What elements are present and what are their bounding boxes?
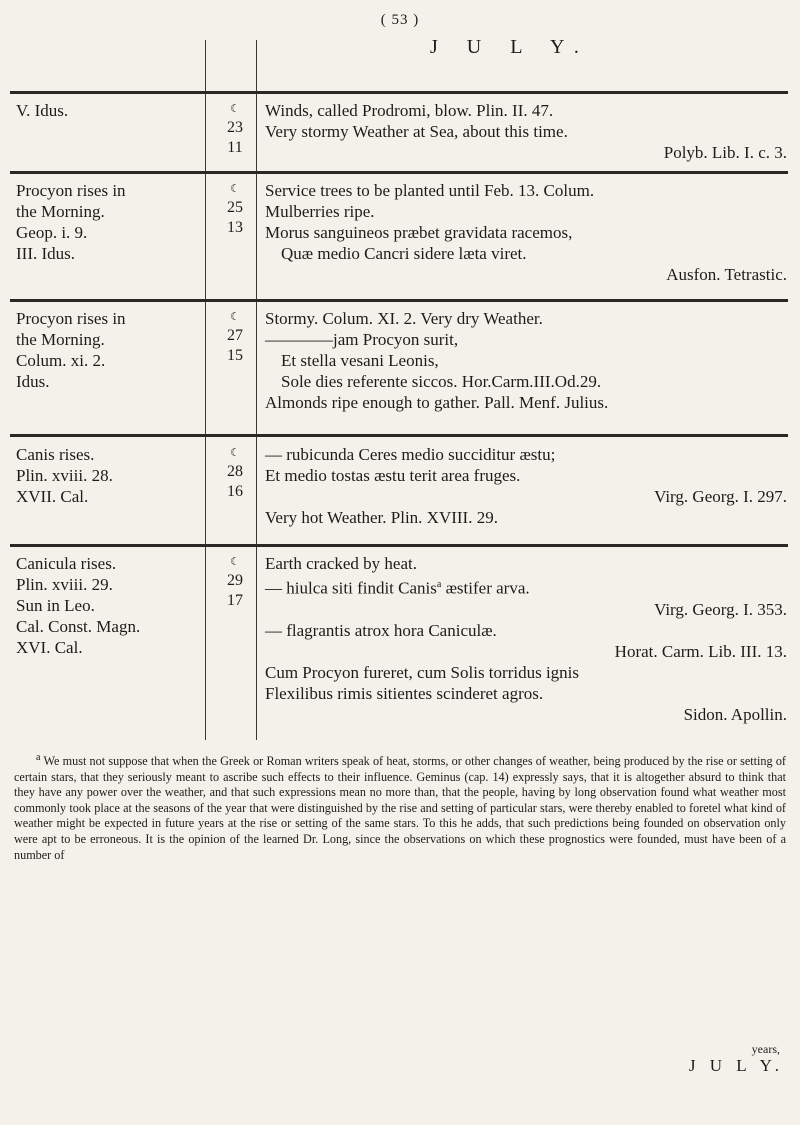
calendar-row — [10, 180, 788, 296]
moon-icon: ☾ — [230, 311, 240, 323]
row-divider — [10, 91, 788, 94]
event-line: Colum. xi. 2. — [16, 351, 106, 370]
event-column — [16, 308, 201, 392]
notes-column — [265, 553, 787, 725]
event-line: the Morning. — [16, 202, 105, 221]
note-line: Very stormy Weather at Sea, about this time. — [265, 122, 568, 141]
notes-column — [265, 308, 787, 413]
event-column — [16, 100, 201, 121]
moon-icon: ☾ — [230, 556, 240, 568]
event-column — [16, 180, 201, 264]
citation: Sidon. Apollin. — [683, 704, 787, 724]
event-line: Plin. xviii. 29. — [16, 575, 113, 594]
row-divider — [10, 544, 788, 547]
old-style-date: 25 — [227, 199, 243, 216]
calendar-row — [10, 553, 788, 743]
event-line: Canicula rises. — [16, 554, 117, 573]
event-line: III. Idus. — [16, 244, 76, 263]
footnote-marker[interactable]: a — [436, 579, 442, 590]
event-column — [16, 444, 201, 507]
old-style-date: 28 — [227, 463, 243, 480]
new-style-date: 17 — [227, 592, 243, 609]
note-line: Stormy. Colum. XI. 2. Very dry Weather. — [265, 309, 543, 328]
event-column — [16, 553, 201, 658]
event-line: Idus. — [16, 372, 50, 391]
note-line: Winds, called Prodromi, blow. Plin. II. 47. — [265, 101, 554, 120]
notes-column — [265, 444, 787, 528]
note-line: Mulberries ripe. — [265, 202, 375, 221]
verse-line: Quæ medio Cancri sidere læta viret. — [281, 244, 527, 263]
row-divider — [10, 299, 788, 302]
event-line: Cal. Const. Magn. — [16, 617, 141, 636]
verse-line: ————jam Procyon surit, — [265, 330, 459, 349]
date-column — [210, 100, 260, 158]
verse-text: æstifer arva. — [445, 578, 530, 598]
citation: Virg. Georg. I. 297. — [654, 487, 787, 506]
footnote — [14, 750, 786, 863]
verse-line: Flexilibus rimis sitientes scinderet agros. — [265, 683, 544, 703]
month-heading: J U L Y. — [430, 36, 591, 58]
event-line: Geop. i. 9. — [16, 223, 88, 242]
old-style-date: 27 — [227, 327, 243, 344]
citation: Virg. Georg. I. 353. — [654, 599, 787, 619]
verse-line: Et stella vesani Leonis, — [281, 351, 439, 370]
verse-text: — hiulca siti findit Canis — [265, 578, 437, 598]
old-style-date: 23 — [227, 119, 243, 136]
date-column — [210, 308, 260, 366]
event-line: Procyon rises in — [16, 309, 126, 328]
event-line: Sun in Leo. — [16, 596, 95, 615]
note-line: Very hot Weather. Plin. XVIII. 29. — [265, 508, 498, 527]
verse-line: Morus sanguineos præbet gravidata racemos, — [265, 223, 573, 242]
notes-column — [265, 180, 787, 285]
row-divider — [10, 171, 788, 174]
verse-line: Sole dies referente siccos. Hor.Carm.III.Od.29. — [281, 372, 602, 391]
note-line: Almonds ripe enough to gather. Pall. Menf. Julius. — [265, 393, 609, 412]
old-style-date: 29 — [227, 572, 243, 589]
date-column — [210, 444, 260, 502]
verse-line: — flagrantis atrox hora Caniculæ. — [265, 620, 497, 640]
verse-line: Et medio tostas æstu terit area fruges. — [265, 466, 521, 485]
catchword: years, — [751, 1042, 780, 1056]
date-column — [210, 180, 260, 238]
note-line: Earth cracked by heat. — [265, 554, 417, 573]
new-style-date: 15 — [227, 347, 243, 364]
moon-icon: ☾ — [230, 183, 240, 195]
verse-line: Cum Procyon fureret, cum Solis torridus ignis — [265, 662, 580, 682]
event-line: Plin. xviii. 28. — [16, 466, 113, 485]
event-line: V. Idus. — [16, 101, 69, 120]
calendar-row — [10, 308, 788, 432]
running-foot: J U L Y. — [688, 1056, 784, 1075]
citation: Ausfon. Tetrastic. — [666, 265, 787, 284]
citation: Horat. Carm. Lib. III. 13. — [614, 641, 787, 661]
footnote-mark: a — [36, 752, 41, 763]
calendar-row — [10, 100, 788, 168]
event-line: Procyon rises in — [16, 181, 126, 200]
event-line: the Morning. — [16, 330, 105, 349]
event-line: XVI. Cal. — [16, 638, 83, 657]
calendar-row — [10, 444, 788, 540]
event-line: Canis rises. — [16, 445, 95, 464]
page-number: ( 53 ) — [380, 12, 420, 28]
event-line: XVII. Cal. — [16, 487, 89, 506]
moon-icon: ☾ — [230, 447, 240, 459]
new-style-date: 16 — [227, 483, 243, 500]
notes-column — [265, 100, 787, 163]
footnote-text: We must not suppose that when the Greek or Roman writers speak of heat, storms, or other changes of weather, being produced by the rise or setting of certain stars, that they seriously meant to ascribe such effects to their influence. Geminus (cap. 14) expressly says, that it is altogether absurd to think that they have any power over the weather, and that such expressions mean no more than, that the people, having by long observation found what weather most commonly took place at the seasons of the year that were distinguished by the rise and setting of particular stars, were thereby enabled to foretel what kind of weather might be expected in future years at the rise or setting of the same stars. To this he adds, that such predictions being founded on observation only were apt to be erroneous. It is the opinion of the learned Dr. Long, since the observations on which these prognostics were founded, must have been of a number of — [14, 754, 786, 862]
moon-icon: ☾ — [230, 103, 240, 115]
new-style-date: 13 — [227, 219, 243, 236]
row-divider — [10, 434, 788, 437]
verse-line — [265, 574, 787, 599]
verse-line: — rubicunda Ceres medio succiditur æstu; — [265, 445, 556, 464]
new-style-date: 11 — [227, 139, 243, 156]
note-line: Service trees to be planted until Feb. 13. Colum. — [265, 181, 595, 200]
date-column — [210, 553, 260, 611]
citation: Polyb. Lib. I. c. 3. — [663, 143, 787, 162]
